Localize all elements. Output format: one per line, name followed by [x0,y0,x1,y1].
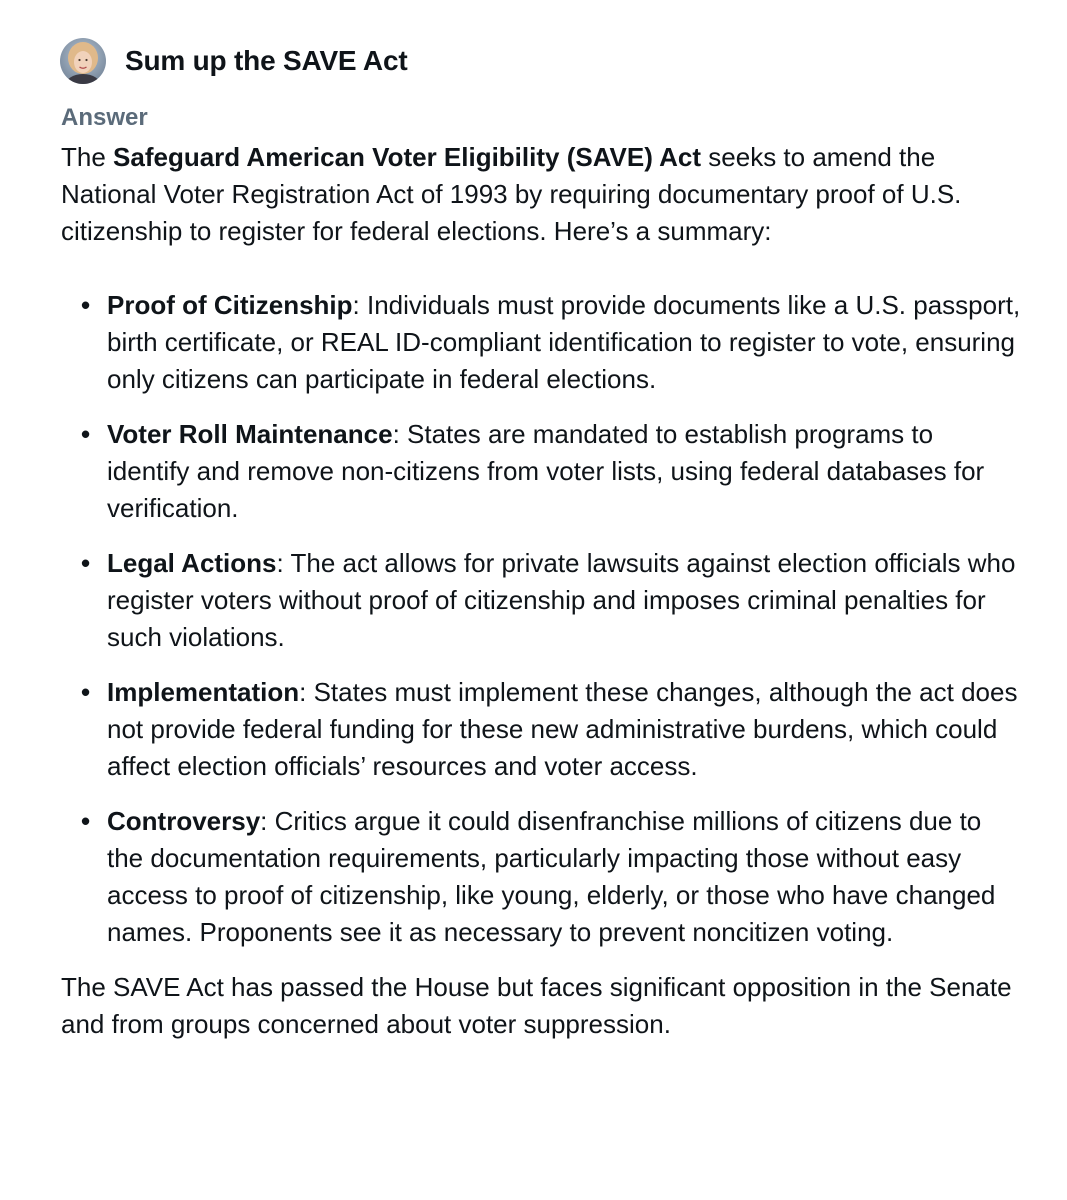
list-item-text: : States are mandated to establish programs to identify and remove non-citizens from voter lists, using federal databases for verification. [107,419,985,523]
list-item-text: : Critics argue it could disenfranchise millions of citizens due to the documentation requirements, particularly impacting those without easy access to proof of citizenship, like young, elderly, or those who have changed names. Proponents see it as necessary to prevent noncitizen voting. [107,806,996,947]
list-item [61,674,1021,785]
intro-suffix: seeks to amend the National Voter Registration Act of 1993 by requiring documentary proof of U.S. citizenship to register for federal elections. Here’s a summary: [61,142,962,246]
answer-label: Answer [61,104,148,131]
list-item-text: : States must implement these changes, although the act does not provide federal funding for these new administrative burdens, which could affect election officials’ resources and voter access. [107,677,1018,781]
list-item-text: : Individuals must provide documents like a U.S. passport, birth certificate, or REAL ID-compliant identification to register to vote, ensuring only citizens can participate in federal elections. [107,290,1021,394]
bullet-icon: • [81,548,91,578]
bullet-icon: • [81,290,91,320]
intro-prefix: The [61,142,114,172]
closing-paragraph: The SAVE Act has passed the House but faces significant opposition in the Senate and from groups concerned about voter suppression. [61,972,1012,1039]
bullet-icon: • [81,677,91,707]
list-item-title: Implementation [107,677,300,707]
list-item-text: : The act allows for private lawsuits against election officials who register voters without proof of citizenship and imposes criminal penalties for such violations. [107,548,1016,652]
list-item-title: Controversy [107,806,261,836]
list-item-title: Legal Actions [107,548,277,578]
bullet-icon: • [81,419,91,449]
list-item [61,416,1021,527]
intro-paragraph [61,139,1021,250]
list-item [61,545,1021,656]
bullet-icon: • [81,806,91,836]
answer-content [61,139,1021,1043]
avatar-image [60,38,106,84]
summary-list [61,287,1021,951]
list-item [61,287,1021,398]
question-row [60,36,407,86]
intro-bold-title: Safeguard American Voter Eligibility (SAVE) Act [113,142,702,172]
avatar[interactable] [60,38,106,84]
list-item [61,803,1021,951]
list-item-title: Voter Roll Maintenance [107,419,393,449]
question-text: Sum up the SAVE Act [125,45,408,76]
list-item-title: Proof of Citizenship [107,290,353,320]
